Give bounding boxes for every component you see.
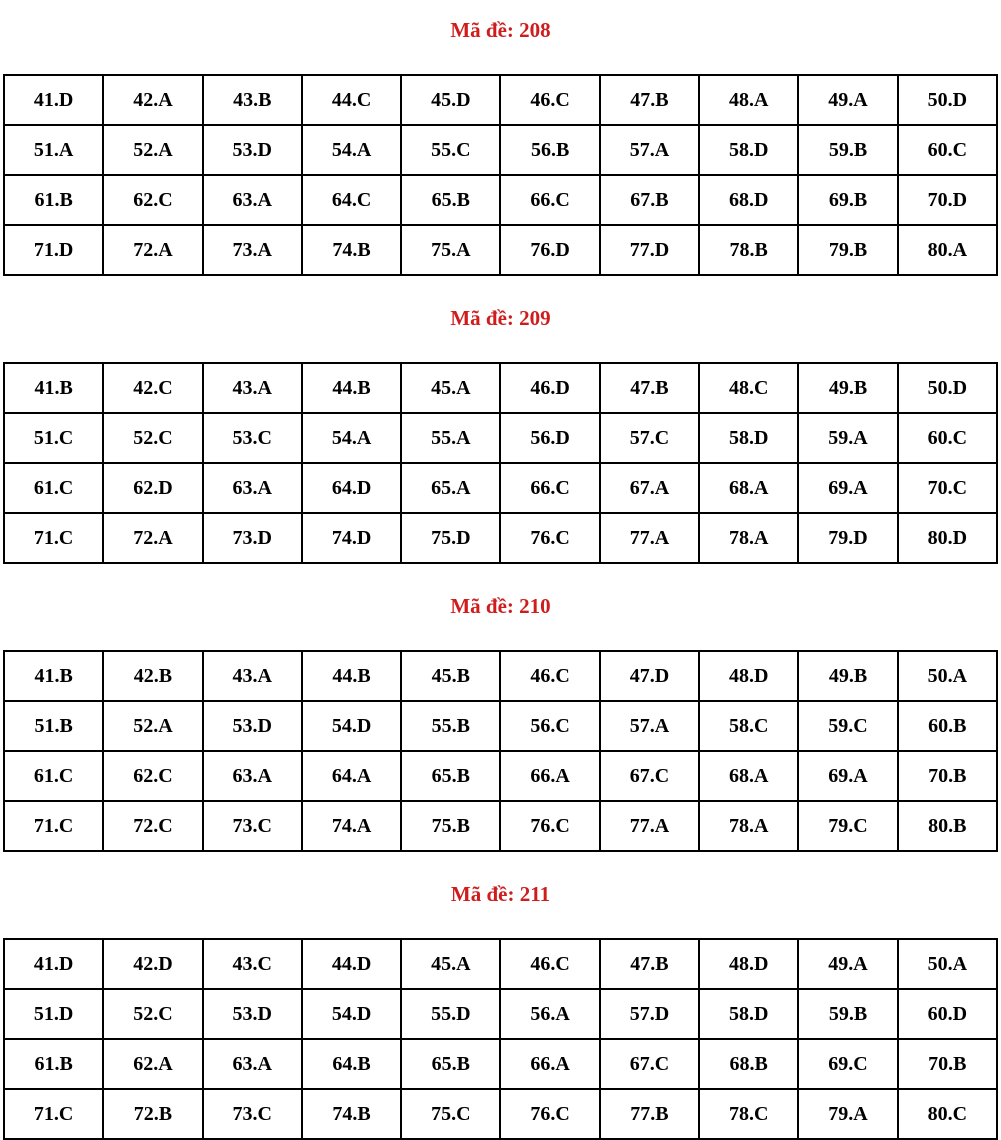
answer-table <box>3 650 998 852</box>
answer-table <box>3 74 998 276</box>
answer-cell: 46.C <box>500 651 599 701</box>
answer-cell: 44.C <box>302 75 401 125</box>
answer-cell: 78.A <box>699 513 798 563</box>
answer-row <box>4 751 997 801</box>
answer-cell: 41.D <box>4 939 103 989</box>
answer-cell: 66.A <box>500 751 599 801</box>
answer-cell: 74.D <box>302 513 401 563</box>
answer-cell: 77.A <box>600 801 699 851</box>
answer-cell: 50.D <box>898 75 997 125</box>
answer-cell: 46.D <box>500 363 599 413</box>
answer-cell: 69.A <box>798 751 897 801</box>
answer-cell: 57.A <box>600 701 699 751</box>
answer-cell: 47.B <box>600 363 699 413</box>
answer-cell: 59.B <box>798 989 897 1039</box>
answer-cell: 45.A <box>401 939 500 989</box>
exam-code-title: Mã đề: 210 <box>450 594 551 618</box>
answer-cell: 64.B <box>302 1039 401 1089</box>
answer-cell: 50.A <box>898 651 997 701</box>
answer-cell: 77.B <box>600 1089 699 1139</box>
answer-cell: 73.A <box>203 225 302 275</box>
exam-code-title: Mã đề: 208 <box>450 18 551 42</box>
answer-cell: 72.A <box>103 513 202 563</box>
answer-cell: 68.B <box>699 1039 798 1089</box>
answer-cell: 43.C <box>203 939 302 989</box>
answer-row <box>4 175 997 225</box>
answer-cell: 74.B <box>302 225 401 275</box>
answer-row <box>4 463 997 513</box>
answer-cell: 52.C <box>103 413 202 463</box>
answer-cell: 77.A <box>600 513 699 563</box>
answer-cell: 53.D <box>203 125 302 175</box>
exam-section-210 <box>3 592 998 852</box>
answer-cell: 73.C <box>203 1089 302 1139</box>
answer-cell: 78.B <box>699 225 798 275</box>
answer-cell: 72.B <box>103 1089 202 1139</box>
answer-cell: 75.B <box>401 801 500 851</box>
answer-cell: 76.D <box>500 225 599 275</box>
answer-cell: 72.C <box>103 801 202 851</box>
answer-row <box>4 75 997 125</box>
answer-cell: 79.B <box>798 225 897 275</box>
answer-row <box>4 1039 997 1089</box>
exam-code-title: Mã đề: 209 <box>450 306 551 330</box>
answer-cell: 60.C <box>898 413 997 463</box>
answer-cell: 70.D <box>898 175 997 225</box>
answer-cell: 48.D <box>699 651 798 701</box>
answer-cell: 63.A <box>203 751 302 801</box>
answer-cell: 42.B <box>103 651 202 701</box>
answer-cell: 49.A <box>798 939 897 989</box>
answer-cell: 67.A <box>600 463 699 513</box>
answer-table <box>3 362 998 564</box>
answer-cell: 44.B <box>302 363 401 413</box>
answer-cell: 78.A <box>699 801 798 851</box>
answer-cell: 51.C <box>4 413 103 463</box>
answer-cell: 43.A <box>203 651 302 701</box>
answer-cell: 67.C <box>600 751 699 801</box>
answer-cell: 57.A <box>600 125 699 175</box>
answer-cell: 61.B <box>4 1039 103 1089</box>
answer-row <box>4 989 997 1039</box>
answer-cell: 80.A <box>898 225 997 275</box>
answer-cell: 80.B <box>898 801 997 851</box>
answer-cell: 46.C <box>500 75 599 125</box>
answer-table <box>3 938 998 1140</box>
answer-cell: 68.D <box>699 175 798 225</box>
answer-cell: 42.A <box>103 75 202 125</box>
exam-code-title: Mã đề: 211 <box>450 882 551 906</box>
answer-row <box>4 125 997 175</box>
answer-cell: 75.A <box>401 225 500 275</box>
answer-cell: 53.D <box>203 989 302 1039</box>
answer-cell: 60.B <box>898 701 997 751</box>
answer-cell: 49.B <box>798 651 897 701</box>
answer-cell: 64.C <box>302 175 401 225</box>
answer-cell: 56.B <box>500 125 599 175</box>
answer-row <box>4 801 997 851</box>
answer-row <box>4 413 997 463</box>
answer-cell: 41.B <box>4 363 103 413</box>
answer-cell: 66.A <box>500 1039 599 1089</box>
answer-cell: 56.C <box>500 701 599 751</box>
answer-cell: 69.C <box>798 1039 897 1089</box>
answer-cell: 43.B <box>203 75 302 125</box>
answer-cell: 76.C <box>500 513 599 563</box>
answer-cell: 80.C <box>898 1089 997 1139</box>
answer-cell: 58.D <box>699 125 798 175</box>
answer-cell: 69.B <box>798 175 897 225</box>
answer-cell: 64.D <box>302 463 401 513</box>
answer-cell: 54.D <box>302 701 401 751</box>
answer-cell: 73.D <box>203 513 302 563</box>
answer-cell: 42.C <box>103 363 202 413</box>
answer-cell: 64.A <box>302 751 401 801</box>
answer-cell: 53.C <box>203 413 302 463</box>
answer-cell: 72.A <box>103 225 202 275</box>
answer-cell: 55.B <box>401 701 500 751</box>
answer-cell: 51.D <box>4 989 103 1039</box>
answer-cell: 60.D <box>898 989 997 1039</box>
answer-cell: 48.A <box>699 75 798 125</box>
answer-cell: 74.B <box>302 1089 401 1139</box>
answer-cell: 55.C <box>401 125 500 175</box>
answer-cell: 74.A <box>302 801 401 851</box>
answer-cell: 62.D <box>103 463 202 513</box>
answer-row <box>4 701 997 751</box>
answer-cell: 67.B <box>600 175 699 225</box>
answer-cell: 76.C <box>500 1089 599 1139</box>
answer-cell: 70.C <box>898 463 997 513</box>
answer-cell: 52.C <box>103 989 202 1039</box>
answer-cell: 49.B <box>798 363 897 413</box>
answer-cell: 47.D <box>600 651 699 701</box>
answer-cell: 52.A <box>103 701 202 751</box>
answer-row <box>4 1089 997 1139</box>
answer-cell: 51.A <box>4 125 103 175</box>
answer-cell: 44.B <box>302 651 401 701</box>
answer-cell: 75.D <box>401 513 500 563</box>
answer-cell: 45.D <box>401 75 500 125</box>
answer-cell: 71.C <box>4 801 103 851</box>
answer-cell: 47.B <box>600 939 699 989</box>
answer-cell: 58.D <box>699 989 798 1039</box>
answer-cell: 70.B <box>898 1039 997 1089</box>
exam-section-209 <box>3 304 998 564</box>
answer-cell: 56.A <box>500 989 599 1039</box>
answer-cell: 71.C <box>4 513 103 563</box>
answer-cell: 62.C <box>103 751 202 801</box>
answer-cell: 61.C <box>4 463 103 513</box>
answer-cell: 56.D <box>500 413 599 463</box>
answer-cell: 41.B <box>4 651 103 701</box>
answer-cell: 59.B <box>798 125 897 175</box>
answer-cell: 48.C <box>699 363 798 413</box>
answer-cell: 71.D <box>4 225 103 275</box>
answer-cell: 50.A <box>898 939 997 989</box>
answer-cell: 65.B <box>401 751 500 801</box>
answer-cell: 78.C <box>699 1089 798 1139</box>
answer-cell: 49.A <box>798 75 897 125</box>
answer-cell: 70.B <box>898 751 997 801</box>
answer-cell: 47.B <box>600 75 699 125</box>
answer-cell: 79.C <box>798 801 897 851</box>
answer-cell: 69.A <box>798 463 897 513</box>
answer-row <box>4 513 997 563</box>
answer-cell: 65.A <box>401 463 500 513</box>
answer-cell: 52.A <box>103 125 202 175</box>
answer-cell: 65.B <box>401 1039 500 1089</box>
answer-cell: 61.B <box>4 175 103 225</box>
answer-cell: 53.D <box>203 701 302 751</box>
answer-cell: 80.D <box>898 513 997 563</box>
answer-cell: 58.C <box>699 701 798 751</box>
answer-cell: 60.C <box>898 125 997 175</box>
answer-cell: 48.D <box>699 939 798 989</box>
answer-cell: 63.A <box>203 175 302 225</box>
answer-cell: 57.C <box>600 413 699 463</box>
answer-cell: 67.C <box>600 1039 699 1089</box>
answer-cell: 62.C <box>103 175 202 225</box>
answer-cell: 77.D <box>600 225 699 275</box>
answer-cell: 76.C <box>500 801 599 851</box>
answer-cell: 79.A <box>798 1089 897 1139</box>
answer-cell: 54.A <box>302 125 401 175</box>
answer-cell: 61.C <box>4 751 103 801</box>
answer-row <box>4 651 997 701</box>
answer-cell: 68.A <box>699 751 798 801</box>
answer-cell: 45.B <box>401 651 500 701</box>
answer-cell: 59.C <box>798 701 897 751</box>
answer-row <box>4 225 997 275</box>
answer-cell: 58.D <box>699 413 798 463</box>
answer-cell: 59.A <box>798 413 897 463</box>
answer-cell: 71.C <box>4 1089 103 1139</box>
exam-section-211 <box>3 880 998 1140</box>
answer-cell: 66.C <box>500 175 599 225</box>
answer-cell: 73.C <box>203 801 302 851</box>
answer-cell: 54.D <box>302 989 401 1039</box>
answer-row <box>4 939 997 989</box>
answer-cell: 75.C <box>401 1089 500 1139</box>
answer-cell: 51.B <box>4 701 103 751</box>
answer-cell: 42.D <box>103 939 202 989</box>
answer-cell: 57.D <box>600 989 699 1039</box>
answer-cell: 66.C <box>500 463 599 513</box>
answer-cell: 50.D <box>898 363 997 413</box>
answer-cell: 55.A <box>401 413 500 463</box>
answer-cell: 63.A <box>203 463 302 513</box>
answer-cell: 55.D <box>401 989 500 1039</box>
answer-cell: 54.A <box>302 413 401 463</box>
answer-cell: 68.A <box>699 463 798 513</box>
exam-section-208 <box>3 16 998 276</box>
answer-cell: 79.D <box>798 513 897 563</box>
answer-cell: 46.C <box>500 939 599 989</box>
answer-cell: 63.A <box>203 1039 302 1089</box>
answer-cell: 43.A <box>203 363 302 413</box>
answer-row <box>4 363 997 413</box>
answer-cell: 41.D <box>4 75 103 125</box>
answer-cell: 45.A <box>401 363 500 413</box>
answer-cell: 44.D <box>302 939 401 989</box>
answer-cell: 65.B <box>401 175 500 225</box>
answer-cell: 62.A <box>103 1039 202 1089</box>
